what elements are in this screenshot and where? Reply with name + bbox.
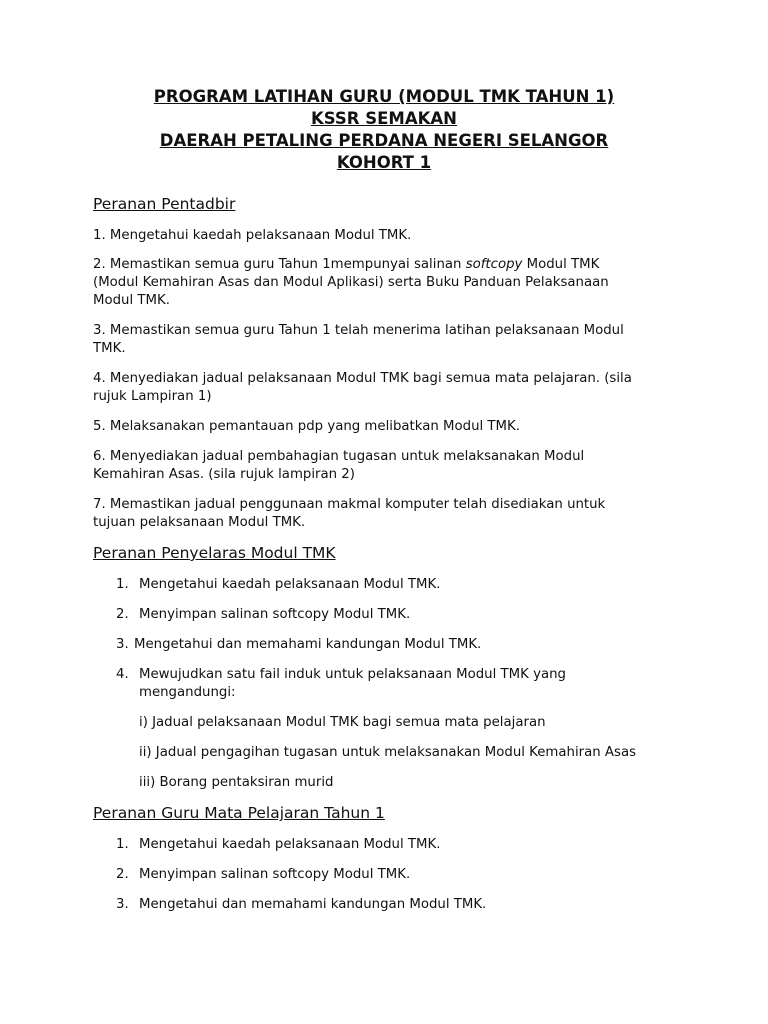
paragraph-text: tujuan pelaksanaan Modul TMK.: [93, 515, 306, 530]
list-item: [116, 636, 696, 654]
paragraph-text: (Modul Kemahiran Asas dan Modul Aplikasi) serta Buku Panduan Pelaksanaan: [93, 275, 609, 290]
paragraph: [93, 496, 693, 532]
paragraph: [93, 448, 693, 484]
list-text: Mengetahui kaedah pelaksanaan Modul TMK.: [139, 837, 441, 852]
list-number: 2.: [116, 867, 129, 882]
list-item: [116, 576, 696, 594]
list-item: [116, 836, 696, 854]
section-heading-pentadbir: Peranan Pentadbir: [93, 195, 236, 213]
list-item: [116, 666, 696, 702]
sub-item: i) Jadual pelaksanaan Modul TMK bagi semua mata pelajaran: [139, 715, 546, 730]
list-number: 4.: [116, 667, 129, 682]
list-number: 1.: [116, 577, 129, 592]
list-number: 3.: [116, 897, 129, 912]
list-text: Menyimpan salinan softcopy Modul TMK.: [139, 867, 411, 882]
paragraph-text: 7. Memastikan jadual penggunaan makmal komputer telah disediakan untuk: [93, 497, 606, 512]
paragraph-text: 6. Menyediakan jadual pembahagian tugasan untuk melaksanakan Modul: [93, 449, 585, 464]
title-line-1: PROGRAM LATIHAN GURU (MODUL TMK TAHUN 1): [153, 87, 615, 106]
list-number: 1.: [116, 837, 129, 852]
section-heading-guru: Peranan Guru Mata Pelajaran Tahun 1: [93, 804, 385, 822]
paragraph: [93, 256, 693, 310]
paragraph: [93, 370, 693, 406]
list-text: Mewujudkan satu fail induk untuk pelaksanaan Modul TMK yang: [139, 667, 566, 682]
paragraph-text: 3. Memastikan semua guru Tahun 1 telah menerima latihan pelaksanaan Modul: [93, 323, 624, 338]
document-title: [0, 86, 768, 174]
paragraph-text: 4. Menyediakan jadual pelaksanaan Modul TMK bagi semua mata pelajaran. (sila: [93, 371, 632, 386]
paragraph: 1. Mengetahui kaedah pelaksanaan Modul TMK.: [93, 228, 412, 243]
title-line-4: KOHORT 1: [336, 153, 432, 172]
list-item: [116, 866, 696, 884]
list-number: 3.: [116, 637, 129, 652]
paragraph: [93, 322, 693, 358]
list-text: Mengetahui kaedah pelaksanaan Modul TMK.: [139, 577, 441, 592]
sub-item: ii) Jadual pengagihan tugasan untuk melaksanakan Modul Kemahiran Asas: [139, 745, 637, 760]
title-line-2: KSSR SEMAKAN: [311, 109, 457, 128]
list-text: Menyimpan salinan softcopy Modul TMK.: [139, 607, 411, 622]
list-item: [116, 896, 696, 914]
paragraph-text: Modul TMK: [522, 257, 600, 272]
paragraph: 5. Melaksanakan pemantauan pdp yang melibatkan Modul TMK.: [93, 419, 520, 434]
section-heading-penyelaras: Peranan Penyelaras Modul TMK: [93, 544, 336, 562]
paragraph-text: Modul TMK.: [93, 293, 170, 308]
list-item: [116, 606, 696, 624]
paragraph-text: Kemahiran Asas. (sila rujuk lampiran 2): [93, 467, 355, 482]
sub-item: iii) Borang pentaksiran murid: [139, 775, 334, 790]
list-text: mengandungi:: [139, 685, 236, 700]
paragraph-text: TMK.: [93, 341, 126, 356]
emphasis-text: softcopy: [465, 257, 523, 272]
list-text: Mengetahui dan memahami kandungan Modul TMK.: [134, 637, 482, 652]
paragraph-text: rujuk Lampiran 1): [93, 389, 212, 404]
paragraph-text: 2. Memastikan semua guru Tahun 1mempunyai salinan: [93, 257, 466, 272]
list-text: Mengetahui dan memahami kandungan Modul TMK.: [139, 897, 487, 912]
title-line-3: DAERAH PETALING PERDANA NEGERI SELANGOR: [159, 131, 609, 150]
list-number: 2.: [116, 607, 129, 622]
